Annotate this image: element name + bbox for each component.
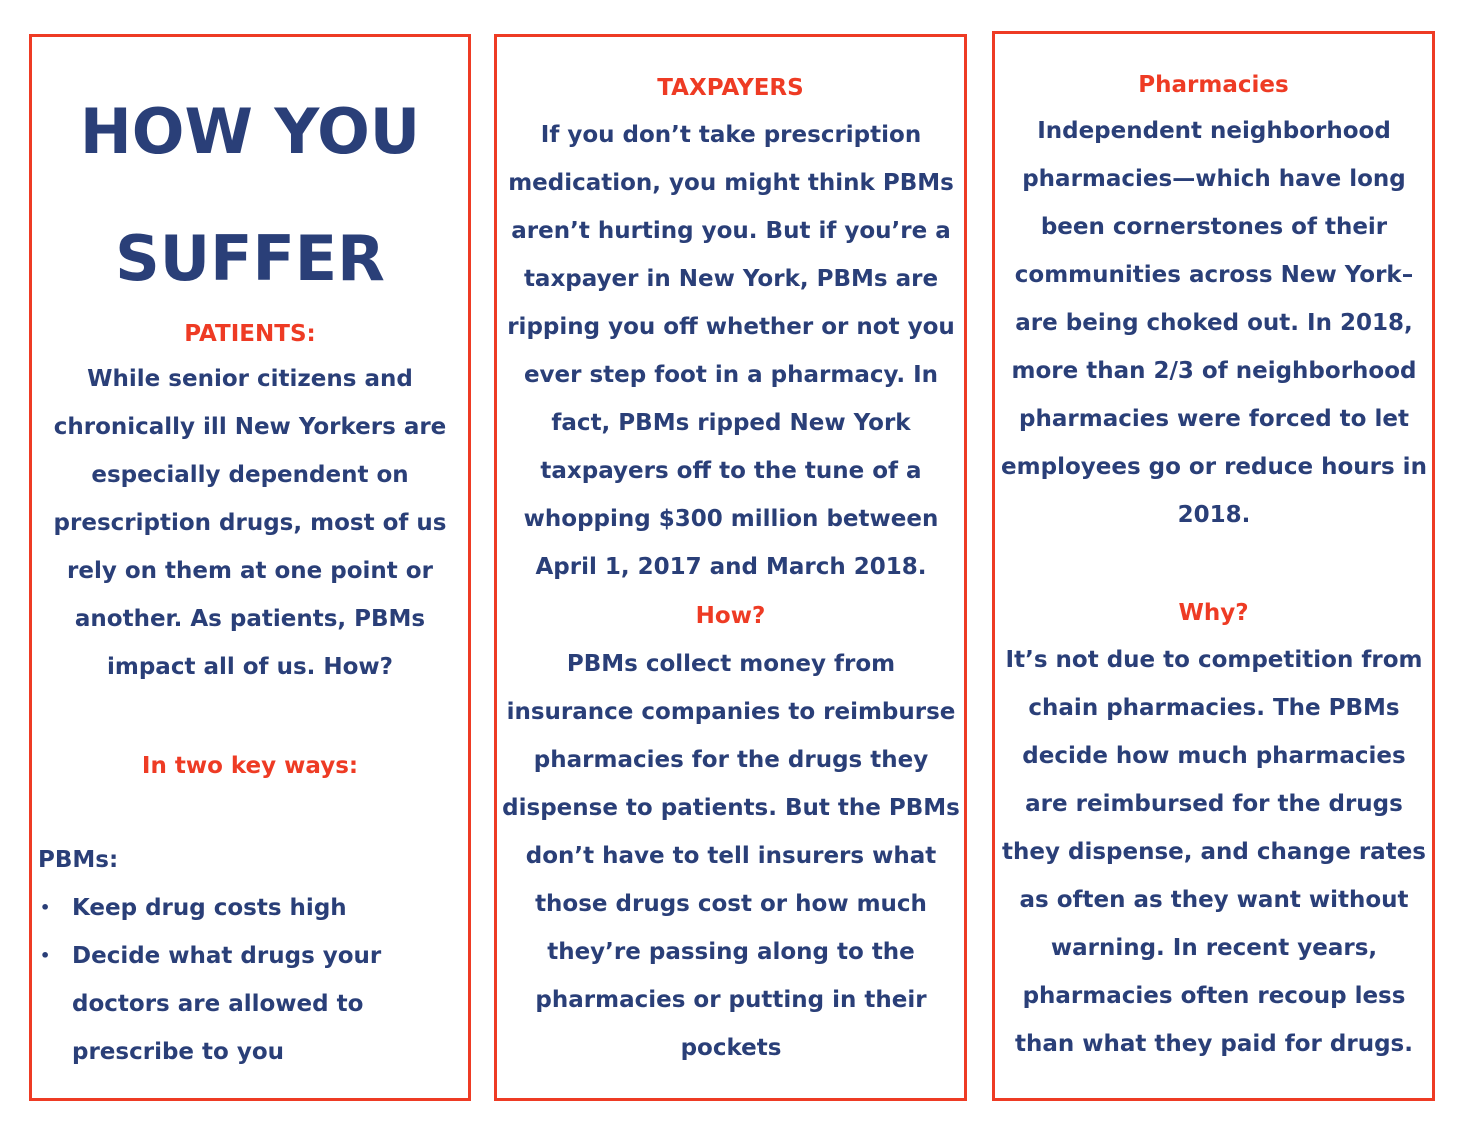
how-paragraph: PBMs collect money from insurance companies to reimburse pharmacies for the drugs they dispense to patients. But the PBMs don’t have to tell insurers what those drugs cost or how much they’re passing along to the pharmacies or putting in their pockets xyxy=(502,651,960,1061)
patients-paragraph: While senior citizens and chronically ill New Yorkers are especially dependent on prescription drugs, most of us rely on them at one point or another. As patients, PBMs impact all of us. How? xyxy=(53,366,447,680)
bullet-icon: • xyxy=(40,946,51,965)
list-item xyxy=(38,932,458,1076)
pharmacies-panel xyxy=(992,31,1435,1101)
why-heading: Why? xyxy=(1178,600,1249,626)
taxpayers-panel xyxy=(494,34,967,1101)
list-item-text: Keep drug costs high xyxy=(72,895,347,921)
taxpayers-paragraph: If you don’t take prescription medication, you might think PBMs aren’t hurting you. But if you’re a taxpayer in New York, PBMs are ripping you off whether or not you ever step foot in a pharmacy. In fact, PBMs ripped New York taxpayers off to the tune of a whopping $300 million between April 1, 2017 and March 2018. xyxy=(507,122,955,580)
page-title-line-2: SUFFER xyxy=(115,222,385,295)
patients-panel xyxy=(29,34,471,1101)
two-ways-heading: In two key ways: xyxy=(141,753,359,779)
pharmacies-heading: Pharmacies xyxy=(1138,72,1289,98)
bullet-icon: • xyxy=(40,898,51,917)
page-title-line-1: HOW YOU xyxy=(79,95,421,168)
pbms-list xyxy=(38,884,458,1076)
taxpayers-heading: TAXPAYERS xyxy=(657,75,804,101)
why-paragraph: It’s not due to competition from chain pharmacies. The PBMs decide how much pharmacies are reimbursed for the drugs they dispense, and change rates as often as they want without warning. In recent years, pharmacies often recoup less than what they paid for drugs. xyxy=(1002,647,1426,1057)
list-item xyxy=(38,884,458,932)
pharmacies-paragraph: Independent neighborhood pharmacies—which have long been cornerstones of their communities across New York–are being choked out. In 2018, more than 2/3 of neighborhood pharmacies were forced to let employees go or reduce hours in 2018. xyxy=(1001,118,1427,528)
patients-heading: PATIENTS: xyxy=(184,321,316,347)
list-item-text: Decide what drugs your doctors are allowed to prescribe to you xyxy=(72,943,382,1065)
how-heading: How? xyxy=(695,603,766,629)
pbms-label: PBMs: xyxy=(38,847,119,873)
